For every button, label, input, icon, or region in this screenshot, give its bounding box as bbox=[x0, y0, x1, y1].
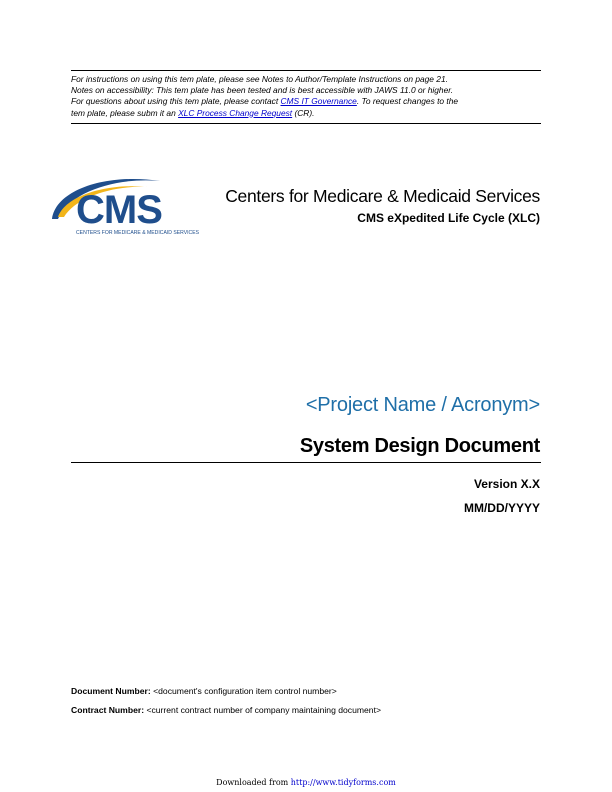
notes-text: . To request changes to the bbox=[356, 96, 459, 107]
contract-number-line bbox=[71, 705, 381, 715]
version-label: Version X.X bbox=[473, 477, 540, 491]
notes-line-questions bbox=[71, 96, 541, 107]
download-footer bbox=[0, 778, 612, 787]
footer-prefix: Downloaded from bbox=[216, 778, 291, 787]
document-number-label: Document Number: bbox=[71, 686, 151, 696]
contract-number-value: <current contract number of company maintaining document> bbox=[144, 705, 381, 715]
notes-line-instructions: For instructions on using this tem plate, please see Notes to Author/Template Instructions on page 21. bbox=[71, 74, 448, 84]
cms-it-governance-link[interactable]: CMS IT Governance bbox=[280, 96, 357, 107]
notes-line-change-request bbox=[71, 108, 541, 119]
tidyforms-link[interactable]: http://www.tidyforms.com bbox=[290, 778, 396, 787]
organization-subtitle: CMS eXpedited Life Cycle (XLC) bbox=[357, 211, 540, 225]
date-label: MM/DD/YYYY bbox=[463, 501, 540, 515]
notes-text: (CR). bbox=[292, 107, 315, 118]
template-notes bbox=[71, 70, 541, 124]
document-number-value: <document's configuration item control number> bbox=[150, 686, 337, 696]
notes-text: For questions about using this tem plate, please contact bbox=[71, 96, 281, 107]
cms-logo bbox=[48, 175, 202, 239]
logo-tagline: CENTERS FOR MEDICARE & MEDICAID SERVICES bbox=[76, 230, 200, 236]
notes-text: tem plate, please subm it an bbox=[71, 107, 179, 118]
title-divider bbox=[71, 462, 541, 463]
document-number-line bbox=[71, 686, 337, 696]
organization-name: Centers for Medicare & Medicaid Services bbox=[225, 186, 540, 206]
logo-text: CMS bbox=[76, 188, 162, 232]
contract-number-label: Contract Number: bbox=[71, 705, 145, 715]
notes-line-accessibility: Notes on accessibility: This tem plate has been tested and is best accessible with JAWS 11.0 or higher. bbox=[71, 85, 454, 96]
xlc-process-change-request-link[interactable]: XLC Process Change Request bbox=[178, 107, 293, 118]
project-name-placeholder: <Project Name / Acronym> bbox=[305, 394, 540, 416]
document-title: System Design Document bbox=[299, 435, 540, 457]
